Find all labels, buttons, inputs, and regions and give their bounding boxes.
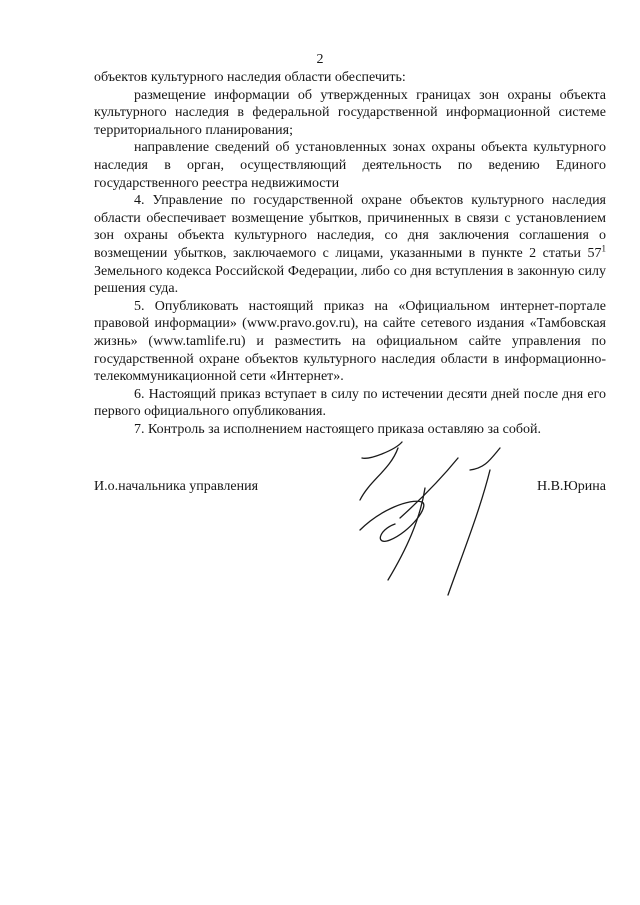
signature-block — [94, 479, 606, 497]
paragraph-item-4-tail: Земельного кодекса Российской Федерации, либо со дня вступления в законную силу решения суда. — [94, 263, 606, 297]
paragraph-item-4-main: 4. Управление по государственной охране объектов культурного наследия области обеспечивает возмещение убытков, причиненных в связи с установлением зон охраны объекта культурного наследия, со дня заключения соглашения о возмещении убытков, заключаемого с лицами, указанными в пункте 2 статьи 57 — [94, 193, 606, 261]
paragraph-submission: направление сведений об установленных зонах охраны объекта культурного наследия в орган, осуществляющий деятельность по ведению Единого государственного реестра недвижимости — [94, 140, 606, 191]
signatory-title: И.о.начальника управления — [94, 479, 259, 494]
signatory-name: Н.В.Юрина — [536, 479, 606, 494]
article-superscript: 1 — [601, 243, 606, 254]
page-number: 2 — [316, 52, 324, 67]
paragraph-item-7: 7. Контроль за исполнением настоящего приказа оставляю за собой. — [134, 421, 542, 437]
document-body — [94, 69, 606, 438]
paragraph-item-4 — [94, 192, 606, 298]
handwritten-signature — [340, 440, 530, 600]
paragraph-item-6: 6. Настоящий приказ вступает в силу по истечении десяти дней после дня его первого официального опубликования. — [94, 386, 606, 420]
paragraph-intro: объектов культурного наследия области обеспечить: — [94, 70, 406, 85]
paragraph-placement: размещение информации об утвержденных границах зон охраны объекта культурного наследия в федеральной государственной информационной системе территориального планирования; — [94, 87, 606, 138]
paragraph-item-5: 5. Опубликовать настоящий приказ на «Официальном интернет-портале правовой информации» (www.pravo.gov.ru), на сайте сетевого издания «Тамбовская жизнь» (www.tamlife.ru) и разместить на официальном сайте управления по государственной охране объектов культурного наследия области в информационно-телекоммуникационной сети «Интернет». — [94, 298, 606, 385]
